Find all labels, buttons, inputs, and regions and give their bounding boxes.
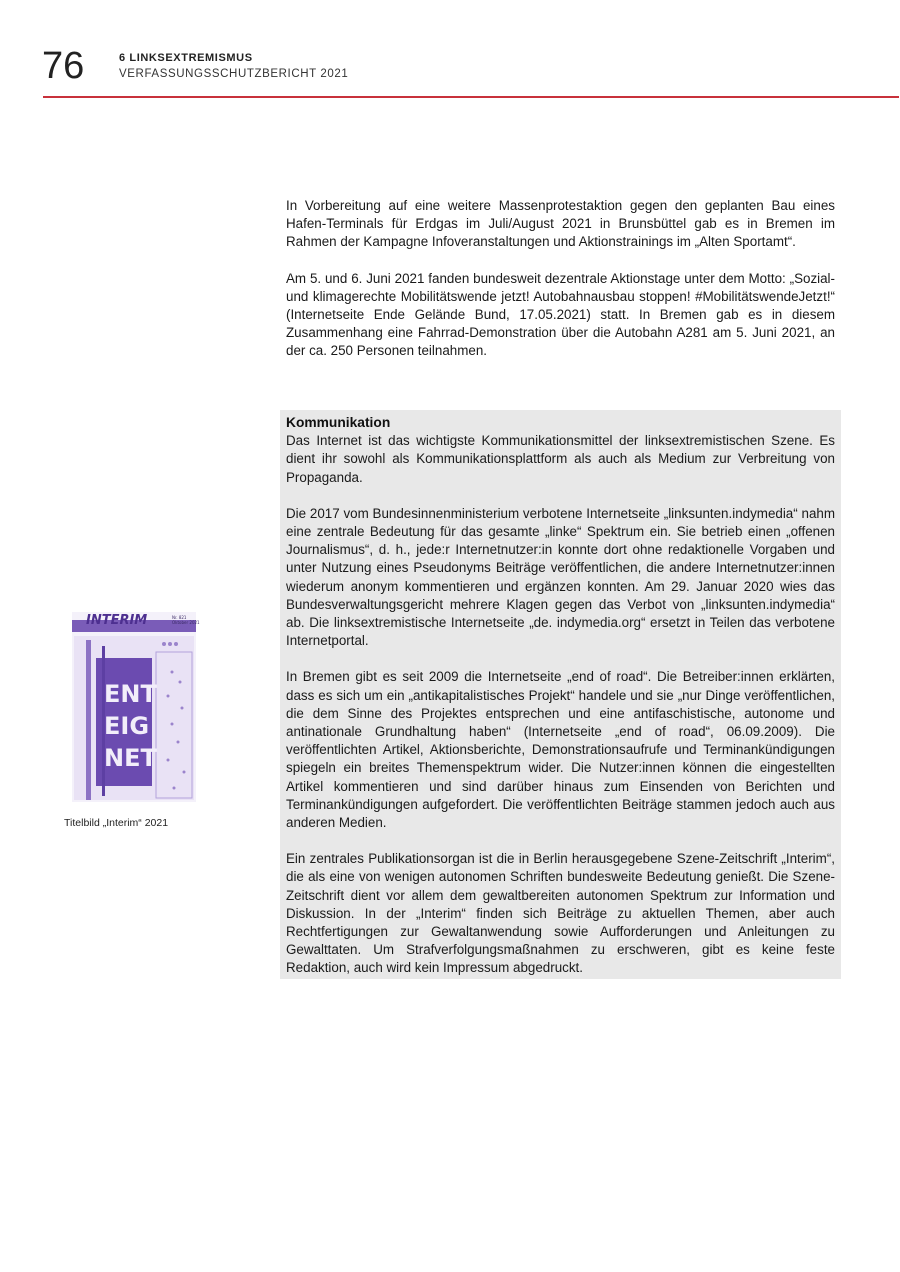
- info-box-paragraph-2: Die 2017 vom Bundesinnenministerium verbotene Internetseite „linksunten.indymedia“ nahm eine zentrale Bedeutung für das gesamte „linke“ Spektrum ein. Sie betrieb einen „offenen Journalismus“, d. h., jede:r Internetnutzer:in konnte dort ohne redaktionelle Vorgaben und unter Nutzung eines Pseudonyms Beiträge veröffentlichen, die andere Internetnutzer:innen wiederum anonym kommentieren und ergänzen konnten. Am 29. Januar 2020 wies das Bundesverwaltungsgericht mehrere Klagen gegen das Verbot von „linksunten.indymedia“ ab. Die linksextremistische Internetseite „de. indymedia.org“ ersetzt in Teilen das verbotene Internetportal.: [286, 505, 835, 649]
- info-box-paragraph-4: Ein zentrales Publikationsorgan ist die in Berlin herausgegebene Szene-Zeitschrift „Interim“, die als eine von wenigen autonomen Schriften bundesweite Bedeutung genießt. Die Szene-Zeitschrift dient vor allem dem gewaltbereiten autonomen Spektrum zur Information und Diskussion. In der „Interim“ finden sich Beiträge zu aktuellen Themen, aber auch Rechtfertigungen zur Gewaltanwendung sowie Aufforderungen und Anleitungen zu Gewalttaten. Um Strafverfolgungsmaßnahmen zu erschweren, gibt es keine feste Redaktion, auch wird kein Impressum abgedruckt.: [286, 851, 835, 976]
- info-box-kommunikation: [280, 410, 841, 979]
- cover-poster-line-3: NET: [104, 744, 157, 772]
- chapter-heading: 6 LINKSEXTREMISMUS: [119, 52, 253, 64]
- info-box-title: Kommunikation: [286, 415, 391, 430]
- report-title: VERFASSUNGSSCHUTZBERICHT 2021: [119, 68, 349, 80]
- intro-paragraph-2: Am 5. und 6. Juni 2021 fanden bundesweit dezentrale Aktionstage unter dem Motto: „Sozial- und klimagerechte Mobilitätswende jetzt! Autobahnausbau stoppen! #MobilitätswendeJetzt!“ (Internetseite Ende Gelände Bund, 17.05.2021) statt. In Bremen gab es in diesem Zusammenhang eine Fahrrad-Demonstration über die Autobahn A281 am 5. Juni 2021, an der ca. 250 Personen teilnahmen.: [286, 270, 835, 359]
- cover-magazine-title: INTERIM: [86, 613, 148, 628]
- cover-poster-line-2: EIG: [104, 712, 150, 740]
- cover-issue-number: Nr. 821: [172, 615, 187, 620]
- interim-cover-image: [72, 612, 200, 802]
- info-box-paragraph-1: Das Internet ist das wichtigste Kommunikationsmittel der linksextremistischen Szene. Es dient ihr sowohl als Kommunikationsplattform als auch als Medium zur Verbreitung von Propaganda.: [286, 433, 835, 485]
- page-number: 76: [42, 45, 85, 87]
- cover-poster-line-1: ENT: [104, 680, 157, 708]
- info-box-paragraph-3: In Bremen gibt es seit 2009 die Internetseite „end of road“. Die Betreiber:innen erklärten, dass es sich um ein „antikapitalistisches Projekt“ handele und sie „nur Dinge veröffentlichen, die dem Sinne des Projektes entsprechen und eine antifaschistische, autonome und antinationale Grundhaltung haben“ (Internetseite „end of road“, 06.09.2009). Die veröffentlichten Artikel, Aktionsberichte, Demonstrationsaufrufe und Terminankündigungen spiegeln ein breites Themenspektrum wider. Die Nutzer:innen können die eingestellten Artikel kommentieren und sind darüber hinaus zum Einsenden von Berichten und Terminankündigungen aufgefordert. Die veröffentlichten Beiträge stammen jedoch auch aus anderen Medien.: [286, 669, 835, 831]
- cover-issue-month: Oktober 2021: [172, 620, 200, 625]
- intro-paragraph-1: In Vorbereitung auf eine weitere Massenprotestaktion gegen den geplanten Bau eines Hafen-Terminals für Erdgas im Juli/August 2021 in Brunsbüttel gab es in Bremen im Rahmen der Kampagne Infoveranstaltungen und Aktionstrainings im „Alten Sportamt“.: [286, 198, 835, 250]
- header-rule: [43, 96, 899, 98]
- figure-caption: Titelbild „Interim“ 2021: [64, 817, 169, 829]
- intro-text: [286, 197, 835, 361]
